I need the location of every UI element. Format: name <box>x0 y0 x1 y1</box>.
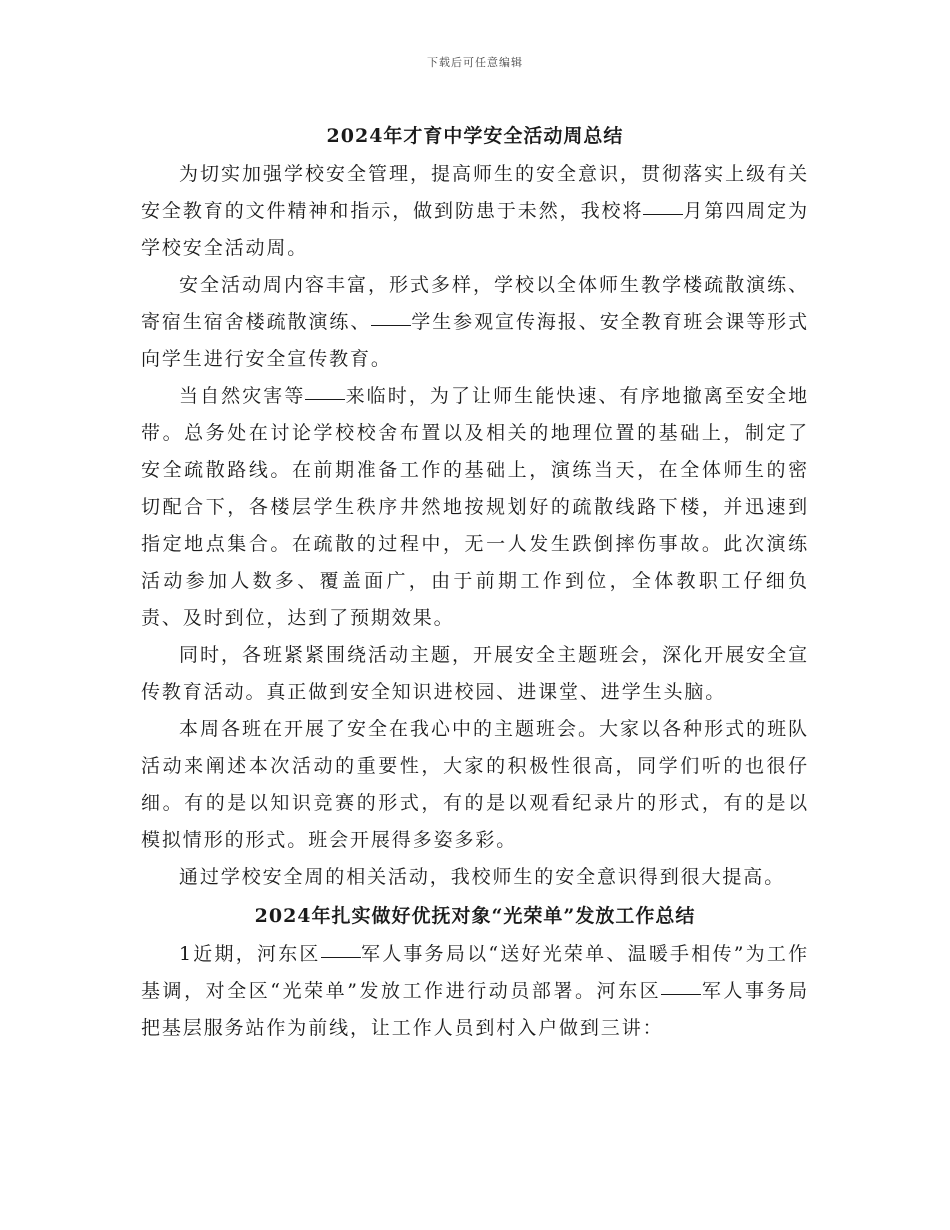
paragraph-text: 当自然灾害等 <box>179 385 306 407</box>
fill-blank <box>643 213 683 215</box>
paragraph-text: 1近期，河东区 <box>179 943 321 965</box>
paragraph-text: 来临时，为了让师生能快速、有序地撤离至安全地带。总务处在讨论学校校舍布置以及相关的地理位置的基础上，制定了安全疏散路线。在前期准备工作的基础上，演练当天，在全体师生的密切配合下，各楼层学生秩序井然地按规划好的疏散线路下楼，并迅速到指定地点集合。在疏散的过程中，无一人发生跌倒摔伤事故。此次演练活动参加人数多、覆盖面广，由于前期工作到位，全体教职工仔细负责、及时到位，达到了预期效果。 <box>141 385 809 629</box>
paragraph-evacuation-drill <box>141 378 809 637</box>
paragraph-theme-meeting: 本周各班在开展了安全在我心中的主题班会。大家以各种形式的班队活动来阐述本次活动的重要性，大家的积极性很高，同学们听的也很仔细。有的是以知识竞赛的形式，有的是以观看纪录片的形式，有的是以模拟情形的形式。班会开展得多姿多彩。 <box>141 718 809 851</box>
paragraph-text: 月第四周定为学校安全活动周。 <box>141 200 809 259</box>
section-title-honor-list: 2024年扎实做好优抚对象“光荣单”发放工作总结 <box>254 905 696 927</box>
paragraph-honor-list-intro <box>141 936 809 1047</box>
fill-blank <box>321 956 361 958</box>
document-body <box>141 116 809 1047</box>
paragraph-text: 安全活动周内容丰富，形式多样，学校以全体师生教学楼疏散演练、寄宿生宿舍楼疏散演练、 <box>141 274 809 333</box>
paragraph-activities <box>141 267 809 378</box>
fill-blank <box>371 324 411 326</box>
fill-blank <box>305 398 345 400</box>
paragraph-text: 军人事务局以“送好光荣单、温暖手相传”为工作基调，对全区“光荣单”发放工作进行动员部署。河东区 <box>141 943 809 1002</box>
paragraph-text: 军人事务局把基层服务站作为前线，让工作人员到村入户做到三讲： <box>141 980 809 1039</box>
paragraph-intro <box>141 156 809 267</box>
section-title-safety-week: 2024年才育中学安全活动周总结 <box>326 125 624 147</box>
paragraph-conclusion: 通过学校安全周的相关活动，我校师生的安全意识得到很大提高。 <box>179 866 786 888</box>
paragraph-class-meetings: 同时，各班紧紧围绕活动主题，开展安全主题班会，深化开展安全宣传教育活动。真正做到安全知识进校园、进课堂、进学生头脑。 <box>141 644 809 703</box>
fill-blank <box>661 993 701 995</box>
header-note: 下载后可任意编辑 <box>427 56 523 69</box>
paragraph-text: 为切实加强学校安全管理，提高师生的安全意识，贯彻落实上级有关安全教育的文件精神和指示，做到防患于未然，我校将 <box>141 163 809 222</box>
paragraph-text: 学生参观宣传海报、安全教育班会课等形式向学生进行安全宣传教育。 <box>141 311 809 370</box>
